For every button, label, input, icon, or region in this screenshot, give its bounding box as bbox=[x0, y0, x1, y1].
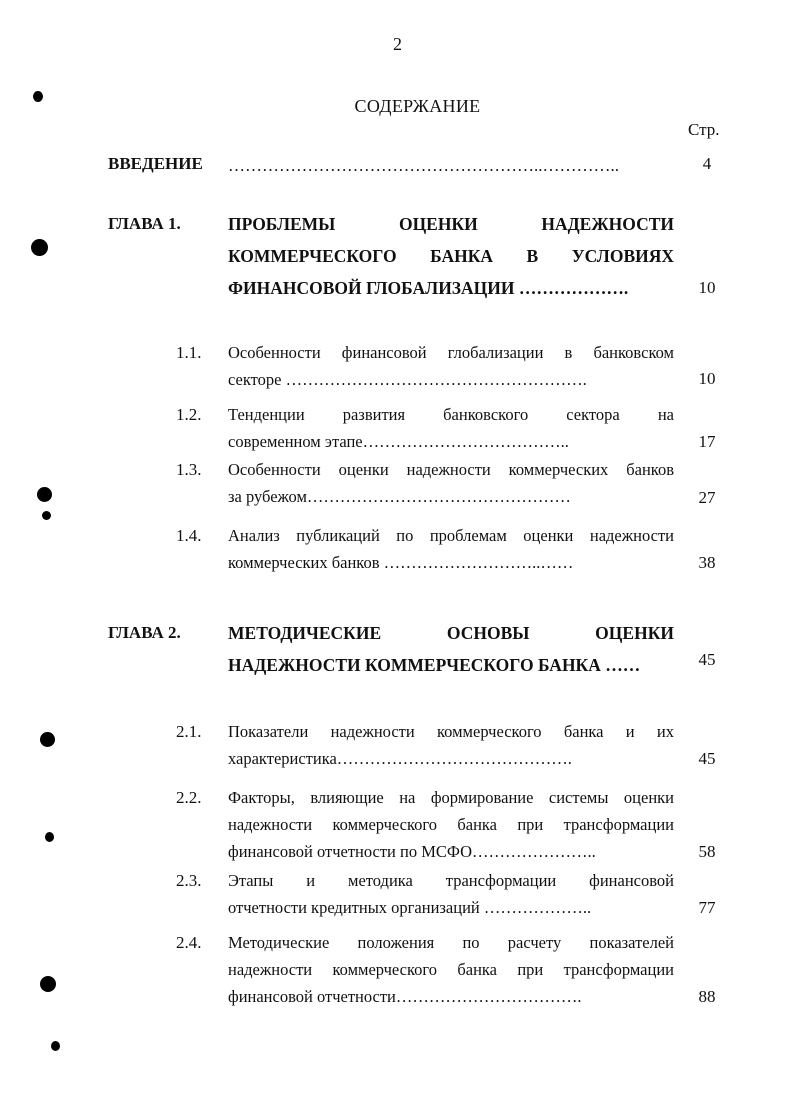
section-page: 27 bbox=[698, 488, 716, 507]
chapter-title: ПРОБЛЕМЫ ОЦЕНКИ НАДЕЖНОСТИ КОММЕРЧЕСКОГО БАНКА В УСЛОВИЯХ ФИНАНСОВОЙ ГЛОБАЛИЗАЦИИ ………………. bbox=[228, 214, 674, 298]
section-number: 2.1. bbox=[176, 722, 202, 741]
page-title: СОДЕРЖАНИЕ bbox=[354, 96, 481, 116]
punch-hole bbox=[51, 1041, 60, 1051]
section-title: Анализ публикаций по проблемам оценки надежности коммерческих банков ………………………..…… bbox=[228, 526, 674, 572]
page-number: 2 bbox=[393, 34, 402, 54]
section-page: 17 bbox=[698, 432, 716, 451]
section-page: 10 bbox=[698, 369, 716, 388]
section-number: 2.4. bbox=[176, 933, 202, 952]
section-page: 88 bbox=[698, 987, 716, 1006]
section-title: Показатели надежности коммерческого банка и их характеристика……………………………………. bbox=[228, 722, 674, 768]
section-number: 1.1. bbox=[176, 343, 202, 362]
section-title: Тенденции развития банковского сектора на современном этапе……………………………….. bbox=[228, 405, 674, 451]
chapter-label: ГЛАВА 1. bbox=[108, 214, 181, 233]
section-title: Особенности оценки надежности коммерческих банков за рубежом………………………………………… bbox=[228, 460, 674, 506]
punch-hole bbox=[42, 511, 51, 520]
intro-label: ВВЕДЕНИЕ bbox=[108, 154, 203, 173]
pages-column-header: Стр. bbox=[688, 120, 720, 139]
intro-page: 4 bbox=[702, 154, 712, 173]
chapter-title: МЕТОДИЧЕСКИЕ ОСНОВЫ ОЦЕНКИ НАДЕЖНОСТИ КОММЕРЧЕСКОГО БАНКА …… bbox=[228, 623, 674, 675]
section-number: 2.2. bbox=[176, 788, 202, 807]
section-title: Факторы, влияющие на формирование системы оценки надежности коммерческого банка при трансформации финансовой отчетности по МСФО………………….. bbox=[228, 788, 674, 861]
chapter-page: 10 bbox=[698, 278, 716, 297]
section-title: Особенности финансовой глобализации в банковском секторе ………………………………………………. bbox=[228, 343, 674, 389]
chapter-page: 45 bbox=[698, 650, 716, 669]
section-title: Этапы и методика трансформации финансовой отчетности кредитных организаций ……………….. bbox=[228, 871, 674, 917]
intro-leader: ………………………………………………..………….. bbox=[228, 156, 619, 175]
section-page: 58 bbox=[698, 842, 716, 861]
punch-hole bbox=[37, 487, 52, 502]
section-number: 2.3. bbox=[176, 871, 202, 890]
punch-hole bbox=[40, 976, 56, 992]
punch-hole bbox=[31, 239, 48, 256]
section-number: 1.2. bbox=[176, 405, 202, 424]
section-number: 1.3. bbox=[176, 460, 202, 479]
punch-hole bbox=[45, 832, 54, 842]
chapter-label: ГЛАВА 2. bbox=[108, 623, 181, 642]
section-page: 77 bbox=[698, 898, 716, 917]
punch-hole bbox=[40, 732, 55, 747]
section-number: 1.4. bbox=[176, 526, 202, 545]
section-title: Методические положения по расчету показателей надежности коммерческого банка при трансформации финансовой отчетности……………………………. bbox=[228, 933, 674, 1006]
section-page: 45 bbox=[698, 749, 716, 768]
section-page: 38 bbox=[698, 553, 716, 572]
